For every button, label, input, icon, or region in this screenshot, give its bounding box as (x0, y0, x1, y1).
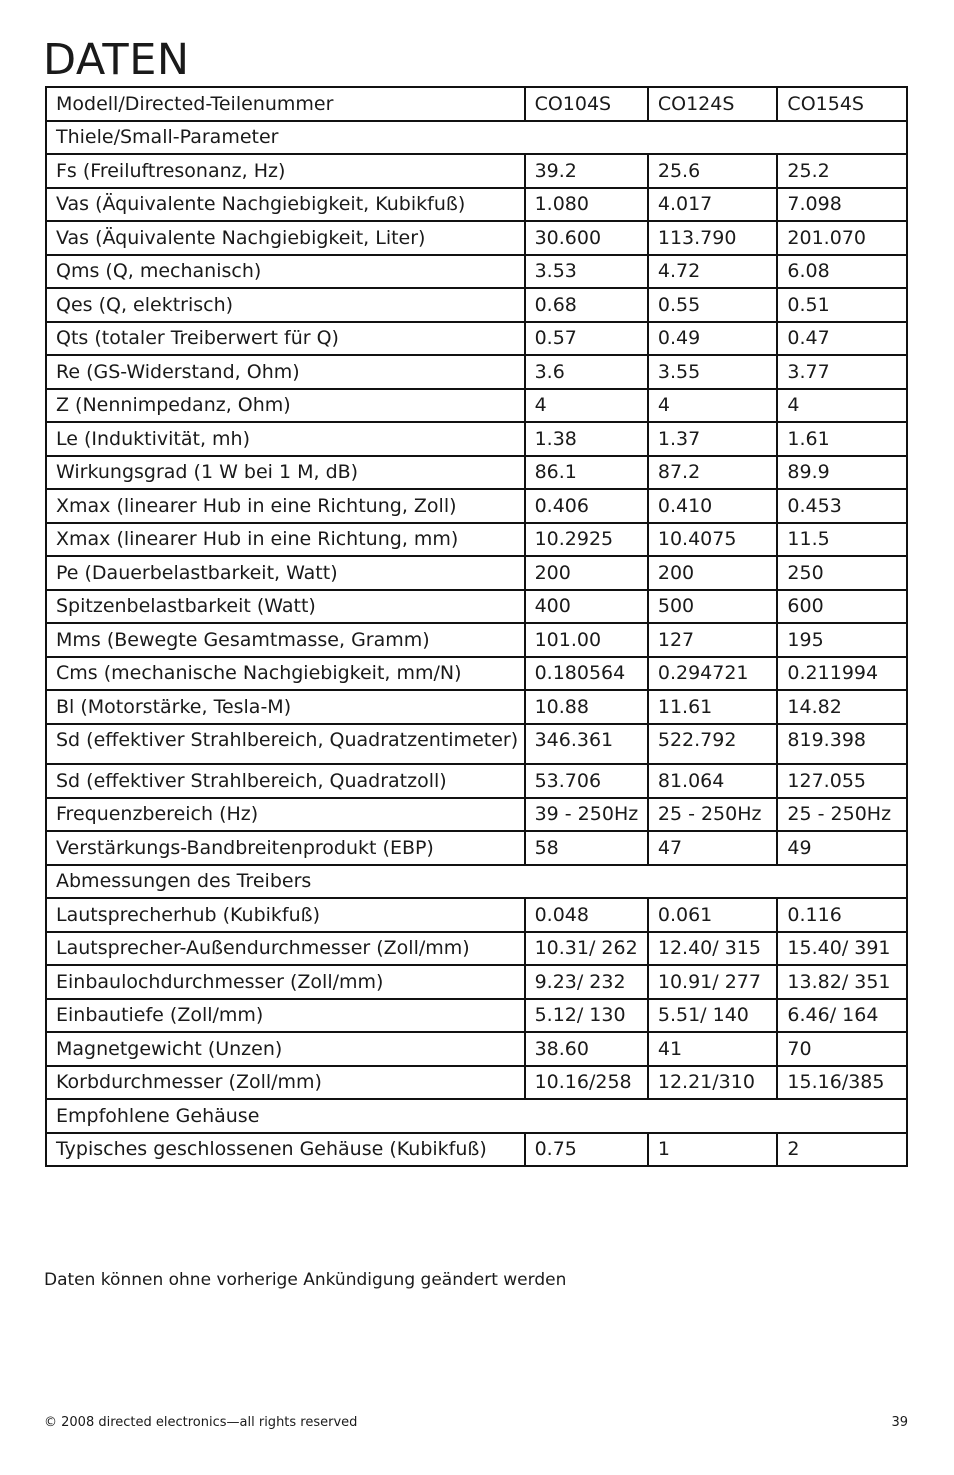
row-label: Korbdurchmesser (Zoll/mm) (46, 1066, 525, 1100)
row-label: Qms (Q, mechanisch) (46, 255, 525, 289)
row-value: 1.61 (777, 422, 907, 456)
header-label-cell: Modell/Directed-Teilenummer (46, 87, 525, 121)
row-value: 4.017 (648, 188, 778, 222)
table-row (46, 724, 907, 765)
row-label: Lautsprecherhub (Kubikfuß) (46, 898, 525, 932)
row-value: 12.40/ 315 (648, 932, 778, 966)
row-value: 0.453 (777, 489, 907, 523)
row-value: 25 - 250Hz (777, 798, 907, 832)
row-value: 10.16/258 (525, 1066, 648, 1100)
row-label: Xmax (linearer Hub in eine Richtung, Zoll) (46, 489, 525, 523)
row-value: 346.361 (525, 724, 648, 765)
section-header-row (46, 121, 907, 155)
section-title: Thiele/Small-Parameter (46, 121, 907, 155)
section-header-row (46, 865, 907, 899)
row-value: 86.1 (525, 456, 648, 490)
table-row (46, 590, 907, 624)
row-value: 0.294721 (648, 657, 778, 691)
row-value: 0.68 (525, 288, 648, 322)
table-row (46, 221, 907, 255)
row-value: 2 (777, 1133, 907, 1167)
row-label: Sd (effektiver Strahlbereich, Quadratzoll) (46, 764, 525, 798)
row-value: 3.6 (525, 355, 648, 389)
row-value: 9.23/ 232 (525, 965, 648, 999)
row-value: 0.410 (648, 489, 778, 523)
model-cell: CO104S (525, 87, 648, 121)
row-value: 10.88 (525, 690, 648, 724)
table-row (46, 389, 907, 423)
row-value: 127.055 (777, 764, 907, 798)
table-row (46, 288, 907, 322)
row-label: Cms (mechanische Nachgiebigkeit, mm/N) (46, 657, 525, 691)
model-cell: CO124S (648, 87, 778, 121)
table-row (46, 456, 907, 490)
table-row (46, 764, 907, 798)
row-label: Re (GS-Widerstand, Ohm) (46, 355, 525, 389)
row-value: 0.75 (525, 1133, 648, 1167)
table-row (46, 965, 907, 999)
row-label: Pe (Dauerbelastbarkeit, Watt) (46, 556, 525, 590)
row-value: 11.61 (648, 690, 778, 724)
table-row (46, 322, 907, 356)
table-row (46, 690, 907, 724)
row-value: 0.55 (648, 288, 778, 322)
row-value: 201.070 (777, 221, 907, 255)
table-row (46, 831, 907, 865)
row-label: Qes (Q, elektrisch) (46, 288, 525, 322)
row-value: 13.82/ 351 (777, 965, 907, 999)
section-header-row (46, 1099, 907, 1133)
copyright-notice: © 2008 directed electronics—all rights reserved (44, 1415, 358, 1430)
row-label: Frequenzbereich (Hz) (46, 798, 525, 832)
table-row (46, 154, 907, 188)
section-title: Abmessungen des Treibers (46, 865, 907, 899)
row-value: 4 (648, 389, 778, 423)
table-row (46, 255, 907, 289)
row-value: 500 (648, 590, 778, 624)
section-title: Empfohlene Gehäuse (46, 1099, 907, 1133)
row-label: Sd (effektiver Strahlbereich, Quadratzentimeter) (46, 724, 525, 765)
row-label: Bl (Motorstärke, Tesla-M) (46, 690, 525, 724)
row-value: 11.5 (777, 523, 907, 557)
row-value: 39.2 (525, 154, 648, 188)
row-label: Mms (Bewegte Gesamtmasse, Gramm) (46, 623, 525, 657)
row-value: 522.792 (648, 724, 778, 765)
row-value: 127 (648, 623, 778, 657)
row-label: Magnetgewicht (Unzen) (46, 1032, 525, 1066)
row-value: 4 (777, 389, 907, 423)
row-value: 58 (525, 831, 648, 865)
table-row (46, 188, 907, 222)
disclaimer-note: Daten können ohne vorherige Ankündigung geändert werden (44, 1270, 567, 1290)
table-row (46, 523, 907, 557)
row-value: 41 (648, 1032, 778, 1066)
row-value: 0.49 (648, 322, 778, 356)
row-value: 250 (777, 556, 907, 590)
row-value: 0.211994 (777, 657, 907, 691)
row-value: 1.080 (525, 188, 648, 222)
row-value: 0.47 (777, 322, 907, 356)
table-row (46, 657, 907, 691)
table-row (46, 1066, 907, 1100)
row-value: 0.116 (777, 898, 907, 932)
row-value: 101.00 (525, 623, 648, 657)
table-row (46, 1133, 907, 1167)
row-value: 10.31/ 262 (525, 932, 648, 966)
row-value: 819.398 (777, 724, 907, 765)
row-label: Fs (Freiluftresonanz, Hz) (46, 154, 525, 188)
row-value: 25.2 (777, 154, 907, 188)
row-value: 87.2 (648, 456, 778, 490)
row-value: 400 (525, 590, 648, 624)
row-value: 195 (777, 623, 907, 657)
row-value: 49 (777, 831, 907, 865)
row-label: Wirkungsgrad (1 W bei 1 M, dB) (46, 456, 525, 490)
table-row (46, 898, 907, 932)
row-value: 3.55 (648, 355, 778, 389)
page-number: 39 (891, 1415, 908, 1430)
row-value: 4.72 (648, 255, 778, 289)
row-value: 47 (648, 831, 778, 865)
row-value: 81.064 (648, 764, 778, 798)
row-value: 1.37 (648, 422, 778, 456)
table-row (46, 798, 907, 832)
row-label: Typisches geschlossenen Gehäuse (Kubikfuß) (46, 1133, 525, 1167)
row-value: 14.82 (777, 690, 907, 724)
table-row (46, 999, 907, 1033)
row-value: 113.790 (648, 221, 778, 255)
table-row (46, 489, 907, 523)
row-value: 39 - 250Hz (525, 798, 648, 832)
row-value: 10.4075 (648, 523, 778, 557)
table-row (46, 422, 907, 456)
row-value: 6.08 (777, 255, 907, 289)
row-value: 0.57 (525, 322, 648, 356)
table-header-row (46, 87, 907, 121)
row-value: 25 - 250Hz (648, 798, 778, 832)
row-value: 15.40/ 391 (777, 932, 907, 966)
row-value: 0.048 (525, 898, 648, 932)
table-row (46, 623, 907, 657)
row-label: Einbaulochdurchmesser (Zoll/mm) (46, 965, 525, 999)
row-value: 5.51/ 140 (648, 999, 778, 1033)
row-value: 7.098 (777, 188, 907, 222)
row-label: Vas (Äquivalente Nachgiebigkeit, Liter) (46, 221, 525, 255)
row-value: 200 (648, 556, 778, 590)
row-value: 70 (777, 1032, 907, 1066)
row-value: 3.53 (525, 255, 648, 289)
row-value: 12.21/310 (648, 1066, 778, 1100)
row-value: 6.46/ 164 (777, 999, 907, 1033)
row-value: 10.91/ 277 (648, 965, 778, 999)
row-label: Verstärkungs-Bandbreitenprodukt (EBP) (46, 831, 525, 865)
table-row (46, 355, 907, 389)
row-value: 4 (525, 389, 648, 423)
row-label: Z (Nennimpedanz, Ohm) (46, 389, 525, 423)
row-label: Le (Induktivität, mh) (46, 422, 525, 456)
row-value: 10.2925 (525, 523, 648, 557)
specifications-table (45, 86, 908, 1167)
row-value: 53.706 (525, 764, 648, 798)
row-label: Qts (totaler Treiberwert für Q) (46, 322, 525, 356)
row-value: 0.406 (525, 489, 648, 523)
table-row (46, 932, 907, 966)
row-label: Einbautiefe (Zoll/mm) (46, 999, 525, 1033)
page-title: DATEN (43, 35, 190, 85)
row-value: 38.60 (525, 1032, 648, 1066)
row-value: 89.9 (777, 456, 907, 490)
row-label: Vas (Äquivalente Nachgiebigkeit, Kubikfuß) (46, 188, 525, 222)
row-value: 3.77 (777, 355, 907, 389)
row-value: 200 (525, 556, 648, 590)
row-value: 600 (777, 590, 907, 624)
row-label: Lautsprecher-Außendurchmesser (Zoll/mm) (46, 932, 525, 966)
table-row (46, 1032, 907, 1066)
row-value: 1.38 (525, 422, 648, 456)
row-value: 25.6 (648, 154, 778, 188)
row-value: 0.180564 (525, 657, 648, 691)
row-value: 0.51 (777, 288, 907, 322)
row-value: 5.12/ 130 (525, 999, 648, 1033)
model-cell: CO154S (777, 87, 907, 121)
table-row (46, 556, 907, 590)
row-label: Spitzenbelastbarkeit (Watt) (46, 590, 525, 624)
row-value: 0.061 (648, 898, 778, 932)
row-value: 30.600 (525, 221, 648, 255)
row-value: 15.16/385 (777, 1066, 907, 1100)
row-value: 1 (648, 1133, 778, 1167)
row-label: Xmax (linearer Hub in eine Richtung, mm) (46, 523, 525, 557)
